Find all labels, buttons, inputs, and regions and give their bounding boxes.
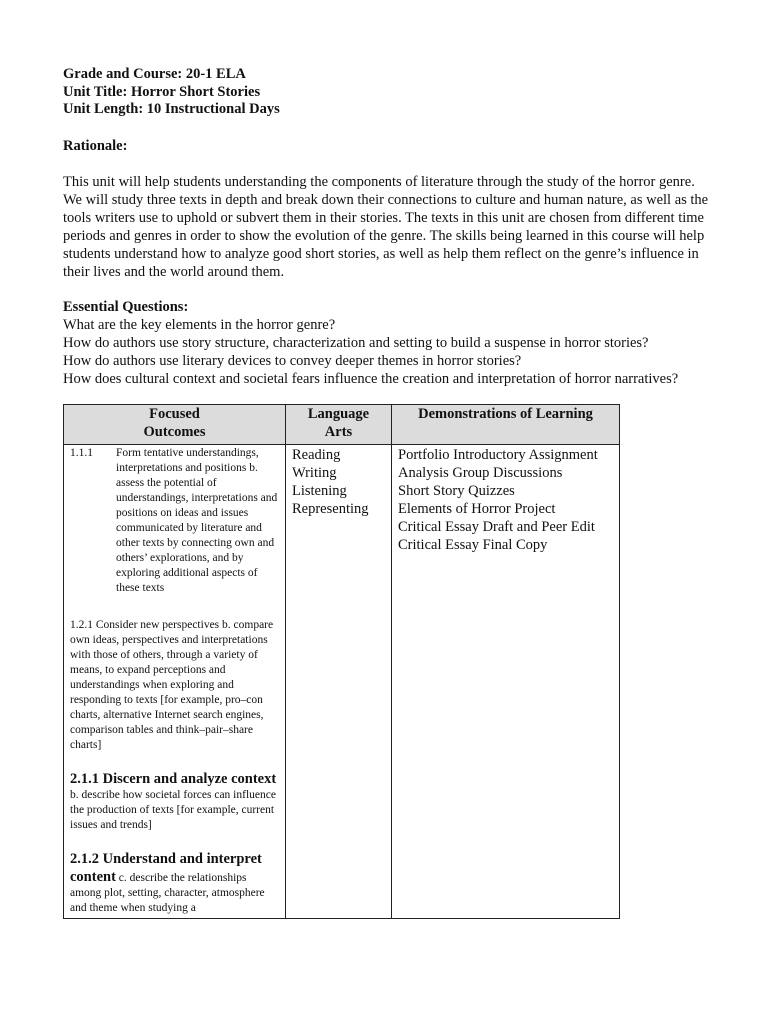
essential-question: How do authors use story structure, characterization and setting to build a suspense in horror stories? bbox=[63, 335, 649, 351]
outcome-1-1-1 bbox=[70, 446, 279, 596]
table-header-row bbox=[64, 405, 620, 445]
language-art-item: Writing bbox=[292, 465, 337, 481]
rationale-heading: Rationale: bbox=[63, 138, 128, 154]
grade-course: Grade and Course: 20-1 ELA bbox=[63, 66, 246, 82]
language-art-item: Representing bbox=[292, 501, 369, 517]
outcome-2-1-2 bbox=[70, 850, 279, 916]
unit-length: Unit Length: 10 Instructional Days bbox=[63, 101, 280, 117]
demonstrations-cell bbox=[392, 445, 620, 919]
outcome-text: Form tentative understandings, interpretations and positions b. assess the potential of understandings, interpretations and positions on ideas and issues communicated by literature and other texts by connecting own and others’ explorations, and by exploring additional aspects of these texts bbox=[116, 447, 278, 594]
unit-plan-table bbox=[63, 404, 620, 919]
unit-title: Unit Title: Horror Short Stories bbox=[63, 83, 261, 100]
outcomes-cell bbox=[64, 445, 286, 919]
essential-questions-heading: Essential Questions: bbox=[63, 299, 189, 315]
outcome-title: 2.1.2 Understand and interpret content bbox=[70, 851, 262, 885]
outcome-text: c. describe the relationships among plot, setting, character, atmosphere and theme when studying a bbox=[70, 872, 265, 914]
demonstration-item: Analysis Group Discussions bbox=[398, 465, 563, 481]
essential-question: How does cultural context and societal fears influence the creation and interpretation of horror narratives? bbox=[63, 371, 679, 387]
demonstration-item: Critical Essay Final Copy bbox=[398, 537, 548, 553]
table-row bbox=[64, 445, 620, 919]
outcome-2-1-1 bbox=[70, 770, 279, 833]
language-art-item: Listening bbox=[292, 483, 347, 499]
demonstration-item: Short Story Quizzes bbox=[398, 483, 515, 499]
essential-question: What are the key elements in the horror genre? bbox=[63, 317, 336, 333]
demonstration-item: Critical Essay Draft and Peer Edit bbox=[398, 519, 595, 535]
essential-questions bbox=[63, 298, 743, 388]
demonstrations-header: Demonstrations of Learning bbox=[392, 405, 620, 445]
demonstration-item: Elements of Horror Project bbox=[398, 501, 556, 517]
outcome-number: 1.1.1 bbox=[70, 447, 93, 459]
language-arts-header: Language Arts bbox=[286, 405, 392, 445]
language-art-item: Reading bbox=[292, 447, 341, 463]
language-arts-cell bbox=[286, 445, 392, 919]
demonstration-item: Portfolio Introductory Assignment bbox=[398, 447, 598, 463]
outcome-1-2-1: 1.2.1 Consider new perspectives b. compare own ideas, perspectives and interpretations with those of others, through a variety of means, to expand perceptions and understandings when exploring and responding to texts [for example, pro–con charts, alternative Internet search engines, comparison tables and think–pair–share charts] bbox=[70, 619, 274, 751]
rationale-body: This unit will help students understanding the components of literature through the study of the horror genre. We will study three texts in depth and break down their connections to culture and human nature, as well as the tools writers use to uphold or subvert them in their stories. The texts in this unit are chosen from different time periods and genres in order to show the evolution of the genre. The skills being learned in this course will help students understand how to analyze good short stories, as well as help them reflect on the genre’s influence in their lives and the world around them. bbox=[63, 174, 709, 280]
focused-outcomes-header: Focused Outcomes bbox=[64, 405, 286, 445]
essential-question: How do authors use literary devices to convey deeper themes in horror stories? bbox=[63, 353, 522, 369]
outcome-title: 2.1.1 Discern and analyze context bbox=[70, 771, 277, 787]
unit-header bbox=[63, 66, 280, 119]
outcome-text: b. describe how societal forces can influence the production of texts [for example, current issues and trends] bbox=[70, 789, 276, 831]
